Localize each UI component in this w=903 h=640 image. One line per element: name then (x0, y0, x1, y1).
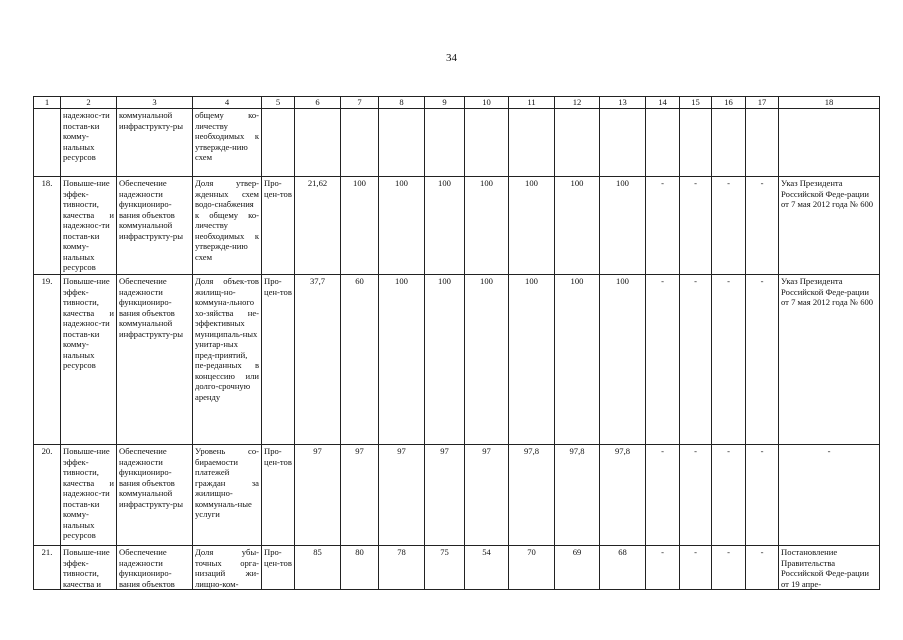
cell-law: - (779, 445, 880, 546)
cell-value: 37,7 (295, 275, 341, 445)
cell-value: 85 (295, 546, 341, 590)
col-header: 18 (779, 97, 880, 109)
cell-indicator: Доля объек-тов жилищ-но-коммуна-льного хо-зяйства не-эффективных муниципаль-ных унитар-ных пред-приятий, пе-реданных в концессию или долго-срочную аренду (193, 275, 262, 445)
cell-law: Указ Президента Российской Феде-рации от 7 мая 2012 года № 600 (779, 177, 880, 275)
cell-value (680, 109, 712, 177)
cell-value: - (712, 275, 746, 445)
cell-value: 75 (425, 546, 465, 590)
cell-task: Обеспечение надежности функциониро-вания объектов коммунальной инфраструкту-ры (117, 177, 193, 275)
cell-value: 69 (555, 546, 600, 590)
cell-task: Обеспечение надежности функциониро-вания объектов (117, 546, 193, 590)
cell-value (379, 109, 425, 177)
cell-value: 21,62 (295, 177, 341, 275)
cell-value: 97 (379, 445, 425, 546)
cell-value: - (646, 275, 680, 445)
cell-task: Обеспечение надежности функциониро-вания объектов коммунальной инфраструкту-ры (117, 445, 193, 546)
cell-goal: Повыше-ние эффек-тивности, качества и (61, 546, 117, 590)
table-row (34, 546, 880, 590)
cell-goal: Повыше-ние эффек-тивности, качества и надежнос-ти постав-ки комму-нальных ресурсов (61, 445, 117, 546)
cell-number: 19. (34, 275, 61, 445)
cell-law: Постановление Правительства Российской Феде-рации от 19 апре- (779, 546, 880, 590)
cell-value: - (646, 445, 680, 546)
cell-value: 100 (341, 177, 379, 275)
col-header: 4 (193, 97, 262, 109)
col-header: 11 (509, 97, 555, 109)
cell-value: 78 (379, 546, 425, 590)
cell-value: 100 (600, 177, 646, 275)
cell-value (465, 109, 509, 177)
cell-value: 100 (425, 177, 465, 275)
cell-value: 100 (555, 177, 600, 275)
indicators-table (33, 96, 880, 590)
cell-value: 100 (509, 177, 555, 275)
cell-value: - (746, 177, 779, 275)
col-header: 15 (680, 97, 712, 109)
col-header: 14 (646, 97, 680, 109)
col-header: 16 (712, 97, 746, 109)
cell-indicator: Доля утвер-жденных схем водо-снабжения к общему ко-личеству необходимых к утвержде-нию схем (193, 177, 262, 275)
col-header: 12 (555, 97, 600, 109)
cell-number: 18. (34, 177, 61, 275)
col-header: 3 (117, 97, 193, 109)
cell-number: 20. (34, 445, 61, 546)
cell-value (555, 109, 600, 177)
cell-value: 97,8 (509, 445, 555, 546)
cell-task: Обеспечение надежности функциониро-вания объектов коммунальной инфраструкту-ры (117, 275, 193, 445)
cell-value: 97 (425, 445, 465, 546)
cell-value: - (712, 546, 746, 590)
cell-value (712, 109, 746, 177)
col-header: 13 (600, 97, 646, 109)
cell-goal: Повыше-ние эффек-тивности, качества и надежнос-ти постав-ки комму-нальных ресурсов (61, 177, 117, 275)
page-number: 34 (446, 52, 457, 64)
cell-value: 97 (465, 445, 509, 546)
cell-value: - (646, 546, 680, 590)
col-header: 10 (465, 97, 509, 109)
cell-indicator: Доля убы-точных орга-низаций жи-лищно-ком- (193, 546, 262, 590)
cell-value: 97,8 (600, 445, 646, 546)
cell-value: - (646, 177, 680, 275)
cell-goal: Повыше-ние эффек-тивности, качества и надежнос-ти постав-ки комму-нальных ресурсов (61, 275, 117, 445)
cell-value: 100 (555, 275, 600, 445)
cell-law (779, 109, 880, 177)
cell-value: - (746, 445, 779, 546)
cell-value (646, 109, 680, 177)
cell-value (425, 109, 465, 177)
cell-value: 80 (341, 546, 379, 590)
cell-value: - (712, 177, 746, 275)
cell-number (34, 109, 61, 177)
cell-unit: Про-цен-тов (262, 445, 295, 546)
cell-value: - (680, 177, 712, 275)
cell-number: 21. (34, 546, 61, 590)
cell-value: 97 (341, 445, 379, 546)
cell-value (295, 109, 341, 177)
cell-goal: надежнос-ти постав-ки комму-нальных ресурсов (61, 109, 117, 177)
cell-value: 100 (600, 275, 646, 445)
cell-value: 54 (465, 546, 509, 590)
cell-value: 100 (465, 177, 509, 275)
table-row-continuation (34, 109, 880, 177)
cell-unit: Про-цен-тов (262, 275, 295, 445)
cell-value: 60 (341, 275, 379, 445)
cell-value: 68 (600, 546, 646, 590)
header-row (34, 97, 880, 109)
cell-value: 70 (509, 546, 555, 590)
cell-value: 97,8 (555, 445, 600, 546)
cell-value: - (746, 275, 779, 445)
cell-value: 100 (379, 275, 425, 445)
cell-task: коммунальной инфраструкту-ры (117, 109, 193, 177)
cell-value: 100 (509, 275, 555, 445)
col-header: 7 (341, 97, 379, 109)
cell-value (509, 109, 555, 177)
col-header: 17 (746, 97, 779, 109)
col-header: 2 (61, 97, 117, 109)
cell-indicator: общему ко-личеству необходимых к утвержде-нию схем (193, 109, 262, 177)
cell-value: - (680, 445, 712, 546)
cell-value: - (680, 275, 712, 445)
cell-value (600, 109, 646, 177)
cell-value: - (746, 546, 779, 590)
cell-value: 100 (425, 275, 465, 445)
cell-value: 100 (379, 177, 425, 275)
cell-law: Указ Президента Российской Феде-рации от 7 мая 2012 года № 600 (779, 275, 880, 445)
col-header: 1 (34, 97, 61, 109)
cell-value: 97 (295, 445, 341, 546)
cell-unit (262, 109, 295, 177)
cell-unit: Про-цен-тов (262, 546, 295, 590)
col-header: 9 (425, 97, 465, 109)
cell-indicator: Уровень со-бираемости платежей граждан за жилищно-коммуналь-ные услуги (193, 445, 262, 546)
col-header: 8 (379, 97, 425, 109)
table-row (34, 445, 880, 546)
table-row (34, 177, 880, 275)
cell-value (746, 109, 779, 177)
col-header: 5 (262, 97, 295, 109)
col-header: 6 (295, 97, 341, 109)
cell-value (341, 109, 379, 177)
table-row (34, 275, 880, 445)
cell-unit: Про-цен-тов (262, 177, 295, 275)
cell-value: - (712, 445, 746, 546)
cell-value: 100 (465, 275, 509, 445)
cell-value: - (680, 546, 712, 590)
